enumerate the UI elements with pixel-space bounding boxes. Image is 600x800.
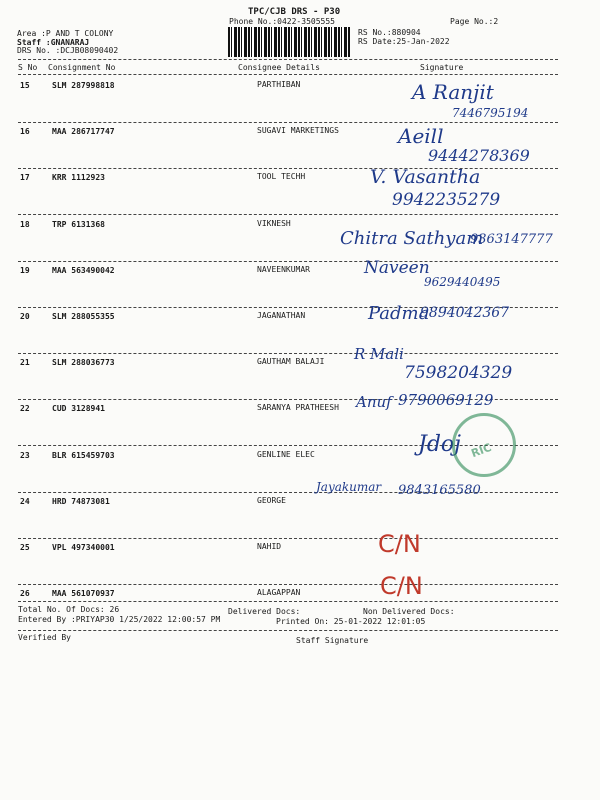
phone-19: 9629440495 <box>424 275 501 289</box>
signature-18: Chitra Sathyam <box>340 228 484 249</box>
rs-number: RS No.:880904 <box>358 28 421 37</box>
row-consignee: TOOL TECHH <box>257 172 306 182</box>
table-row <box>0 495 600 541</box>
row-sno: 23 <box>20 450 30 460</box>
signature-22: Anuf <box>356 393 392 411</box>
row-consignment: MAA 286717747 <box>52 127 115 137</box>
row-consignee: VIKNESH <box>257 218 291 228</box>
non-delivered-docs: Non Delivered Docs: <box>363 607 455 616</box>
row-sno: 19 <box>20 265 30 275</box>
staff-signature-label: Staff Signature <box>296 636 369 645</box>
phone-20: 9894042367 <box>420 305 510 321</box>
header-divider-bottom <box>18 74 558 75</box>
row-consignment: CUD 3128941 <box>52 404 105 414</box>
row-consignment: MAA 563490042 <box>52 265 115 275</box>
row-consignee: ALAGAPPAN <box>257 588 301 598</box>
phone-17: 9942235279 <box>392 190 501 210</box>
phone-21: 7598204329 <box>404 363 513 383</box>
cn-mark-25: C/N <box>378 530 421 558</box>
staff-label: Staff :GNANARAJ <box>17 38 90 47</box>
phone-15: 7446795194 <box>452 106 529 120</box>
row-consignment: HRD 74873081 <box>52 496 110 506</box>
row-sno: 16 <box>20 127 30 137</box>
total-docs: Total No. Of Docs: 26 <box>18 605 120 614</box>
drs-number: DRS No. :DCJB08090402 <box>17 46 119 55</box>
row-consignment: BLR 615459703 <box>52 450 115 460</box>
phone-24: 9843165580 <box>398 483 481 498</box>
row-consignee: GENLINE ELEC <box>257 449 315 459</box>
table-row <box>0 541 600 587</box>
row-sno: 24 <box>20 496 30 506</box>
row-sno: 25 <box>20 542 30 552</box>
row-consignee: NAHID <box>257 541 282 551</box>
signature-15: A Ranjit <box>412 80 494 104</box>
row-consignment: SLM 288036773 <box>52 358 115 368</box>
table-row <box>0 264 600 310</box>
cn-mark-26: C/N <box>380 572 423 600</box>
row-sno: 17 <box>20 173 30 183</box>
row-sno: 26 <box>20 589 30 599</box>
signature-20: Padma <box>368 303 430 324</box>
signature-17: V. Vasantha <box>370 166 481 188</box>
row-consignment: VPL 497340001 <box>52 542 115 552</box>
phone-16: 9444278369 <box>428 146 530 165</box>
row-consignee: PARTHIBAN <box>257 80 301 89</box>
column-sno: S No <box>18 63 38 72</box>
row-consignee: SARANYA PRATHEESH <box>257 403 339 413</box>
row-consignee: SUGAVI MARKETINGS <box>257 126 339 136</box>
phone-22: 9790069129 <box>398 391 494 409</box>
table-row <box>0 171 600 217</box>
page-number: Page No.:2 <box>450 17 499 26</box>
row-consignment: TRP 6131368 <box>52 219 105 229</box>
row-sno: 18 <box>20 219 30 229</box>
row-consignee: GEORGE <box>257 495 286 505</box>
row-sno: 15 <box>20 81 30 90</box>
signature-16: Aeill <box>398 124 444 148</box>
printed-on: Printed On: 25-01-2022 12:01:05 <box>276 617 426 626</box>
phone-18: 9363147777 <box>470 232 553 247</box>
signature-23: Jdoj <box>418 432 461 457</box>
column-consignment: Consignment No <box>48 63 116 72</box>
document-title: TPC/CJB DRS - P30 <box>248 7 341 17</box>
signature-21: R Mali <box>354 345 404 363</box>
verified-by: Verified By <box>18 633 71 642</box>
rs-date: RS Date:25-Jan-2022 <box>358 37 450 46</box>
row-sno: 20 <box>20 311 30 321</box>
table-row <box>0 310 600 356</box>
delivered-docs: Delivered Docs: <box>228 607 301 616</box>
company-seal <box>452 413 516 477</box>
column-consignee: Consignee Details <box>238 63 320 72</box>
footer-divider <box>18 601 558 602</box>
seal-text: RIC <box>469 440 494 461</box>
row-consignment: SLM 288055355 <box>52 311 115 321</box>
row-sno: 21 <box>20 358 30 368</box>
entered-by: Entered By :PRIYAP30 1/25/2022 12:00:57 PM <box>18 615 221 624</box>
row-consignment: KRR 1112923 <box>52 173 105 183</box>
row-consignee: GAUTHAM BALAJI <box>257 357 325 367</box>
phone-number: Phone No.:0422-3505555 <box>229 17 335 26</box>
row-sno: 22 <box>20 404 30 414</box>
row-consignee: NAVEENKUMAR <box>257 264 310 274</box>
signature-24: Jayakumar <box>316 480 382 494</box>
row-consignment: SLM 287998818 <box>52 81 115 90</box>
area-label: Area :P AND T COLONY <box>17 29 114 38</box>
barcode <box>228 27 350 57</box>
column-signature: Signature <box>420 63 464 72</box>
header-divider-top <box>18 59 558 60</box>
row-consignment: MAA 561070937 <box>52 589 115 599</box>
signature-19: Naveen <box>364 258 430 278</box>
row-consignee: JAGANATHAN <box>257 310 306 320</box>
